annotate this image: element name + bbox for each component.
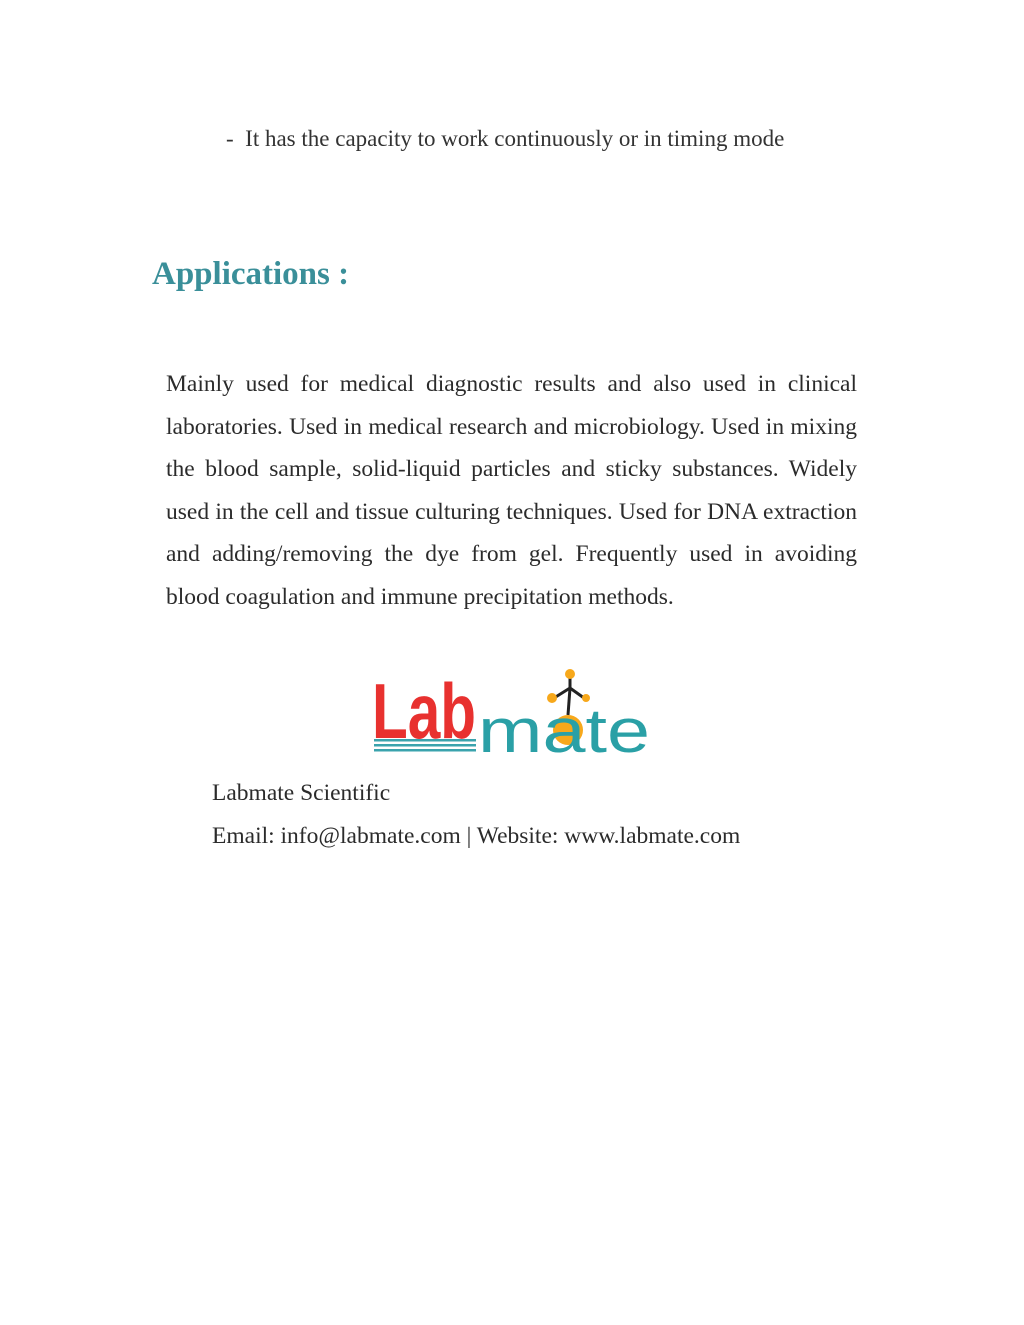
labmate-logo (372, 668, 652, 760)
footer (212, 772, 740, 857)
logo-text-mate: mate (478, 697, 650, 760)
feature-bullet (226, 118, 836, 161)
logo-text-lab: Lab (372, 668, 476, 755)
contact-line: Email: info@labmate.com | Website: www.labmate.com (212, 822, 741, 849)
bullet-text: It has the capacity to work continuously or in timing mode (245, 126, 785, 151)
section-heading: Applications : (152, 256, 350, 292)
company-name: Labmate Scientific (212, 780, 391, 806)
bullet-marker: - (226, 126, 234, 151)
applications-paragraph: Mainly used for medical diagnostic results and also used in clinical laboratories. Used in medical research and microbiology. Used in mixing the blood sample, solid-liquid particles and sticky substances. Widely used in the cell and tissue culturing techniques. Used for DNA extraction and adding/removing the dye from gel. Frequently used in avoiding blood coagulation and immune precipitation methods. (166, 371, 857, 610)
